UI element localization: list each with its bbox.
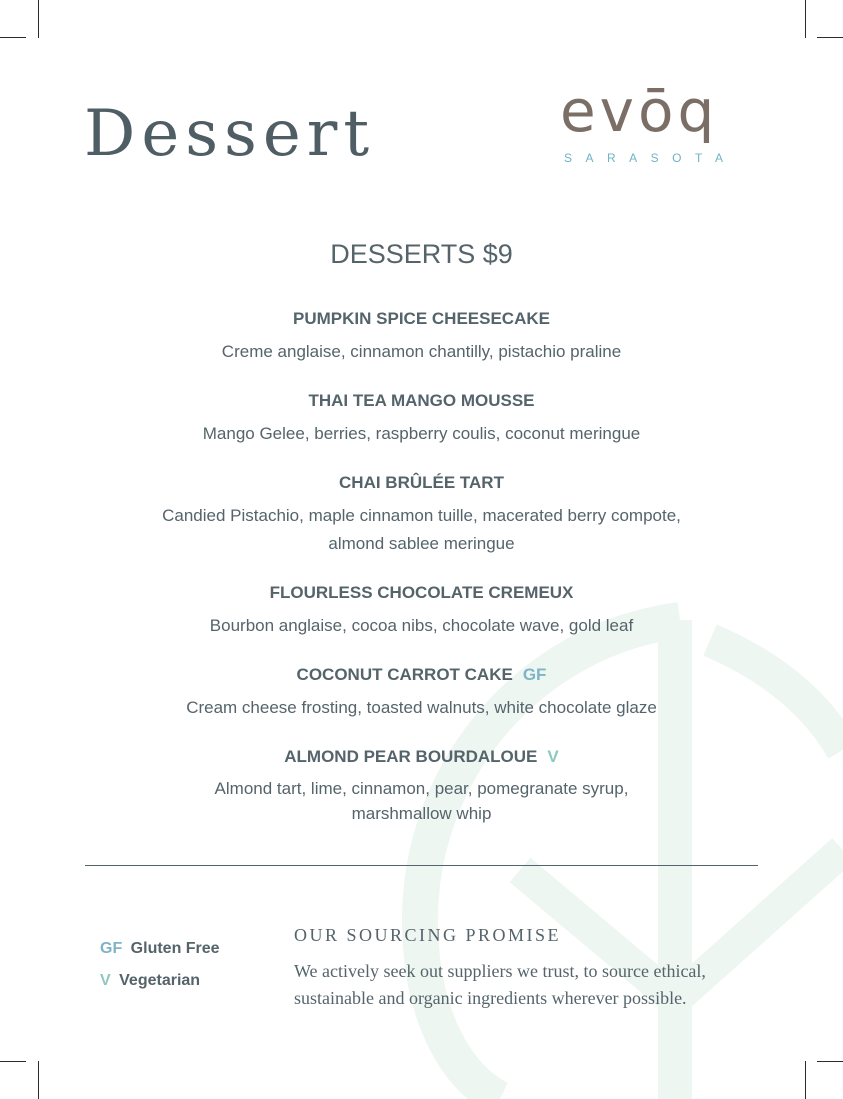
crop-mark-icon	[0, 1061, 26, 1062]
crop-mark-icon	[805, 0, 806, 38]
legend-code: GF	[100, 940, 123, 957]
legend-vegetarian	[100, 972, 220, 990]
crop-mark-icon	[0, 37, 26, 38]
menu-item-description: Cream cheese frosting, toasted walnuts, white chocolate glaze	[186, 698, 657, 717]
menu-item	[100, 746, 743, 826]
menu-item-description: Creme anglaise, cinnamon chantilly, pistachio praline	[221, 342, 622, 361]
menu-item-description: Candied Pistachio, maple cinnamon tuille, macerated berry compote, almond sablee meringue	[162, 506, 681, 553]
vegetarian-tag: V	[547, 747, 559, 766]
dessert-menu	[100, 236, 743, 850]
crop-mark-icon	[38, 1061, 39, 1099]
menu-item-name: THAI TEA MANGO MOUSSE	[308, 391, 535, 410]
menu-item	[100, 390, 743, 448]
promise-title: OUR SOURCING PROMISE	[294, 925, 562, 945]
crop-mark-icon	[817, 37, 843, 38]
legend-label: Gluten Free	[130, 940, 220, 957]
menu-item-name	[100, 664, 743, 686]
legend-code: V	[100, 972, 111, 989]
menu-item-name: CHAI BRÛLÉE TART	[339, 473, 504, 492]
legend-label: Vegetarian	[119, 972, 201, 989]
menu-item	[100, 664, 743, 722]
sourcing-promise	[294, 924, 764, 1012]
logo-location: SARASOTA	[564, 151, 737, 165]
divider	[85, 865, 758, 866]
menu-item-name-text: COCONUT CARROT CAKE	[296, 665, 513, 684]
section-heading: DESSERTS $9	[330, 239, 513, 269]
menu-item-name	[100, 746, 743, 768]
page-title: Dessert	[84, 97, 376, 171]
dietary-legend	[100, 940, 220, 1004]
brand-logo	[558, 77, 768, 172]
menu-item-description: Mango Gelee, berries, raspberry coulis, coconut meringue	[202, 424, 641, 443]
promise-text: We actively seek out suppliers we trust, to source ethical, sustainable and organic ingredients wherever possible.	[294, 961, 706, 1008]
legend-gluten-free	[100, 940, 220, 958]
menu-item-description: Almond tart, lime, cinnamon, pear, pomegranate syrup, marshmallow whip	[214, 779, 629, 823]
menu-item	[100, 472, 743, 558]
menu-item	[100, 582, 743, 640]
menu-item-name-text: ALMOND PEAR BOURDALOUE	[284, 747, 538, 766]
crop-mark-icon	[38, 0, 39, 38]
logo-wordmark: evōq	[560, 77, 719, 145]
menu-item-name: PUMPKIN SPICE CHEESECAKE	[293, 309, 550, 328]
menu-item-name: FLOURLESS CHOCOLATE CREMEUX	[269, 583, 574, 602]
menu-item-description: Bourbon anglaise, cocoa nibs, chocolate wave, gold leaf	[209, 616, 634, 635]
gluten-free-tag: GF	[522, 665, 547, 684]
menu-item	[100, 308, 743, 366]
